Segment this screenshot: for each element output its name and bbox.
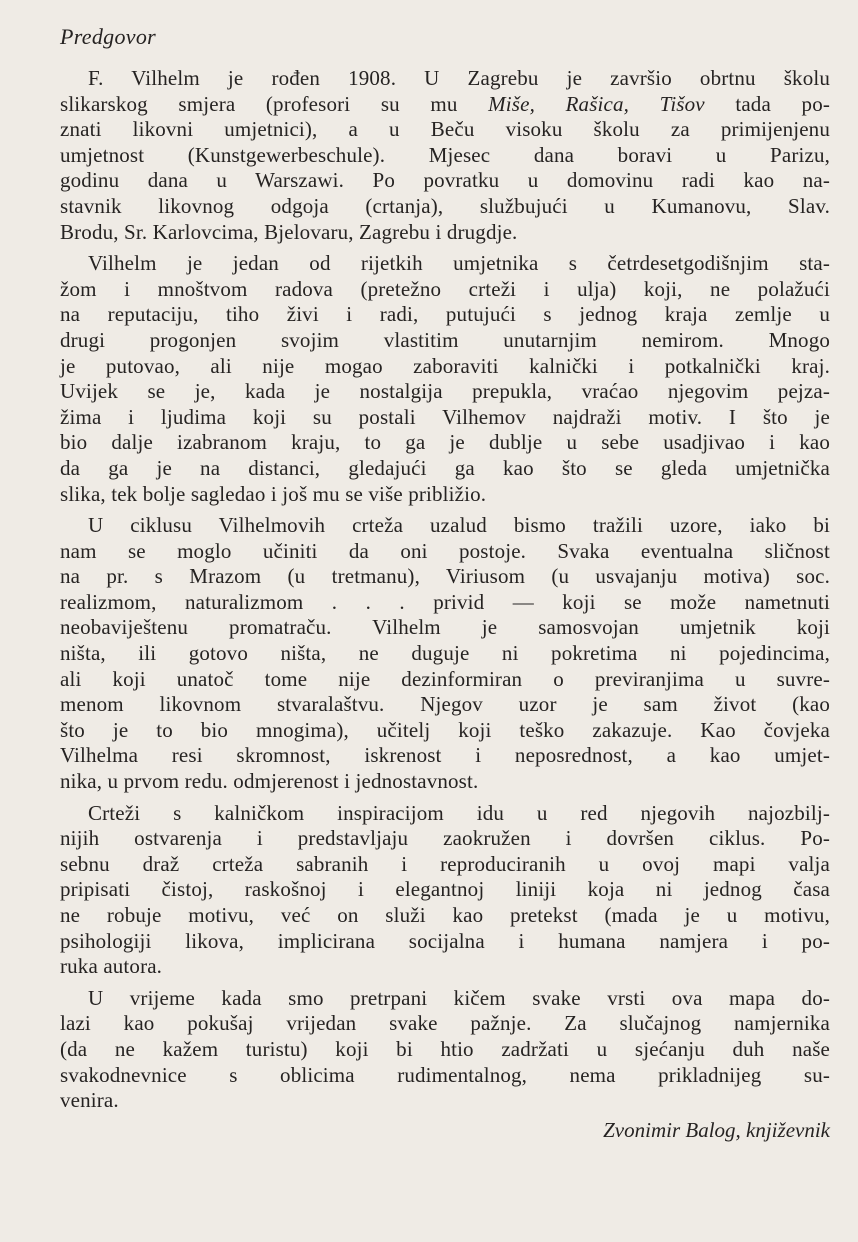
text-line: Vilhelma resi skromnost, iskrenost i neposrednost, a kao umjet- [60, 743, 830, 768]
text-segment: slikarskog smjera (profesori su mu [60, 91, 489, 116]
paragraph [60, 513, 830, 795]
paragraph [60, 986, 830, 1114]
text-line: znati likovni umjetnici), a u Beču visoku školu za primijenjenu [60, 117, 830, 142]
text-line: Crteži s kalničkom inspiracijom idu u red njegovih najozbilj- [88, 800, 830, 825]
text-line: nijih ostvarenja i predstavljaju zaokružen i dovršen ciklus. Po- [60, 826, 830, 851]
text-line: ali koji unatoč tome nije dezinformiran o previranjima u suvre- [60, 666, 830, 691]
text-line: venira. [60, 1088, 119, 1113]
text-line: svakodnevnice s oblicima rudimentalnog, nema prikladnijeg su- [60, 1062, 830, 1087]
text-line: (da ne kažem turistu) koji bi htio zadržati u sjećanju duh naše [60, 1036, 830, 1061]
text-line [60, 92, 830, 118]
text-line: sebnu draž crteža sabranih i reproduciranih u ovoj mapi valja [60, 851, 830, 876]
text-line: bio dalje izabranom kraju, to ga je dublje u sebe usadjivao i kao [60, 430, 830, 455]
text-line: ruka autora. [60, 954, 163, 979]
text-line: U vrijeme kada smo pretrpani kičem svake vrsti ova mapa do- [88, 985, 830, 1010]
text-line: ništa, ili gotovo ništa, ne duguje ni pokretima ni pojedincima, [60, 641, 830, 666]
text-line: umjetnost (Kunstgewerbeschule). Mjesec dana boravi u Parizu, [60, 142, 830, 167]
text-line: žima i ljudima koji su postali Vilhemov najdraži motiv. I što je [60, 404, 830, 429]
signature: Zvonimir Balog, književnik [603, 1117, 830, 1142]
text-line: ne robuje motivu, već on služi kao pretekst (mada je u motivu, [60, 903, 830, 927]
text-line: pripisati čistoj, raskošnoj i elegantnoj liniji koja ni jednog časa [60, 877, 830, 902]
text-line: neobaviještenu promatraču. Vilhelm je samosvojan umjetnik koji [60, 615, 830, 640]
text-line: na pr. s Mrazom (u tretmanu), Viriusom (u usvajanju motiva) soc. [60, 564, 830, 589]
text-line: je putovao, ali nije mogao zaboraviti kalnički i potkalnički kraj. [60, 353, 830, 378]
text-line: psihologiji likova, implicirana socijalna i humana namjera i po- [60, 928, 830, 953]
text-line: Brodu, Sr. Karlovcima, Bjelovaru, Zagrebu i drugdje. [60, 219, 518, 244]
text-line: žom i mnoštvom radova (pretežno crteži i ulja) koji, ne polažući [60, 276, 830, 301]
text-line: godinu dana u Warszawi. Po povratku u domovinu radi kao na- [60, 168, 830, 193]
text-line: što je to bio mnogima), učitelj koji teško zakazuje. Kao čovjeka [60, 717, 830, 742]
text-line: da ga je na distanci, gledajući ga kao što se gleda umjetnička [60, 455, 830, 480]
paragraph [60, 251, 830, 507]
text-line: slika, tek bolje sagledao i još mu se više približio. [60, 481, 487, 506]
text-line: nika, u prvom redu. odmjerenost i jednostavnost. [60, 769, 479, 794]
text-line: F. Vilhelm je rođen 1908. U Zagrebu je završio obrtnu školu [88, 66, 830, 90]
text-line: na reputaciju, tiho živi i radi, putujući s jednog kraja zemlje u [60, 302, 830, 327]
text-line: U ciklusu Vilhelmovih crteža uzalud bismo tražili uzore, iako bi [88, 513, 830, 538]
text-line: realizmom, naturalizmom . . . privid — koji se može nametnuti [60, 589, 830, 614]
italic-names: Miše, Rašica, Tišov [488, 91, 705, 116]
text-segment: tada po- [704, 91, 830, 116]
text-line: lazi kao pokušaj vrijedan svake pažnje. Za slučajnog namjernika [60, 1011, 830, 1036]
text-line: Vilhelm je jedan od rijetkih umjetnika s četrdesetgodišnjim sta- [88, 251, 830, 276]
text-line: drugi progonjen svojim vlastitim unutarnjim nemirom. Mnogo [60, 327, 830, 352]
text-line: stavnik likovnog odgoja (crtanja), službujući u Kumanovu, Slav. [60, 193, 830, 218]
document-body [60, 66, 830, 1114]
paragraph [60, 66, 830, 245]
text-line: nam se moglo učiniti da oni postoje. Svaka eventualna sličnost [60, 538, 830, 563]
text-line: Uvijek se je, kada je nostalgija prepukla, vraćao njegovim pejza- [60, 379, 830, 404]
text-line: menom likovnom stvaralaštvu. Njegov uzor je sam život (kao [60, 692, 830, 717]
paragraph [60, 801, 830, 980]
heading: Predgovor [60, 24, 156, 49]
